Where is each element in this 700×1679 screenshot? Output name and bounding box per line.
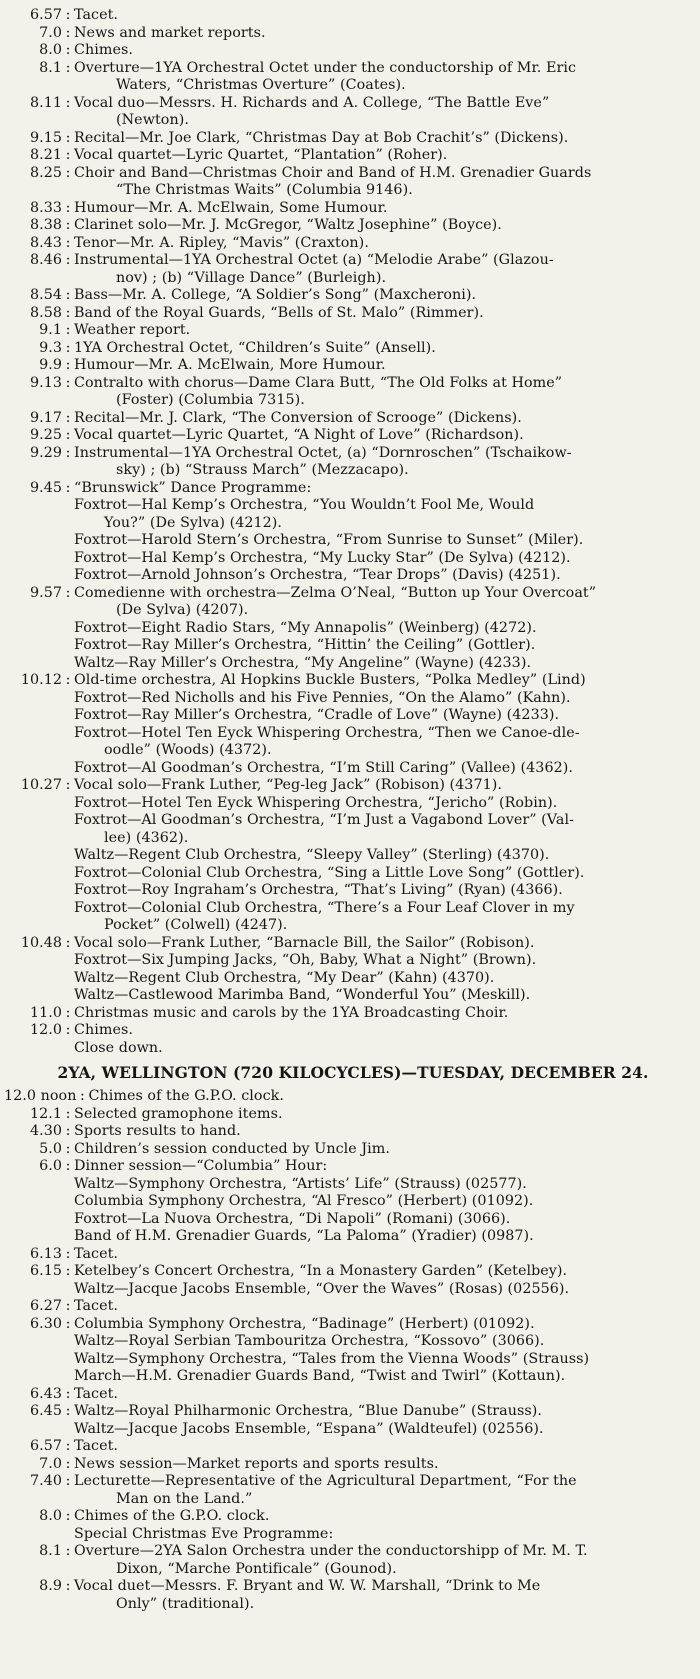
entry-time: 8.58: [29, 304, 62, 321]
programme-entry: [4, 410, 692, 428]
programme-entry: [4, 1316, 692, 1386]
entry-line: Choir and Band—Christmas Choir and Band of H.M. Grenadier Guards: [74, 164, 592, 181]
entry-time: 7.0: [39, 1455, 62, 1472]
sub-item-line: Foxtrot—La Nuova Orchestra, “Di Napoli” (Romani) (3066).: [74, 1210, 511, 1227]
programme-entry: [4, 147, 692, 165]
entry-line: Instrumental—1YA Orchestral Octet, (a) “Dornroschen” (Tschaikow-: [74, 444, 572, 461]
sub-item-line: Foxtrot—Colonial Club Orchestra, “Sing a Little Love Song” (Gottler).: [74, 864, 585, 881]
entry-line: Tacet.: [74, 1385, 119, 1402]
sub-item-line: lee) (4362).: [104, 829, 189, 846]
programme-entry: [4, 7, 692, 25]
entry-line: Columbia Symphony Orchestra, “Badinage” (Herbert) (01092).: [74, 1315, 535, 1332]
time-separator: :: [65, 1438, 71, 1454]
entry-body: [74, 1141, 692, 1159]
entry-line: Tacet.: [74, 1438, 119, 1454]
entry-line: Tenor—Mr. A. Ripley, “Mavis” (Craxton).: [74, 234, 369, 251]
programme-entry: [4, 200, 692, 218]
programme-entry: [4, 1298, 692, 1316]
entry-body: [74, 1246, 692, 1264]
entry-time: 9.57: [29, 584, 62, 601]
sub-item-line: Waltz—Symphony Orchestra, “Tales from the Vienna Woods” (Strauss): [74, 1350, 590, 1367]
entry-body: [74, 60, 692, 95]
sub-item-line: Waltz—Regent Club Orchestra, “Sleepy Valley” (Sterling) (4370).: [74, 847, 550, 863]
entry-line: Vocal duo—Messrs. H. Richards and A. College, “The Battle Eve”: [74, 94, 550, 111]
entry-line: Waters, “Christmas Overture” (Coates).: [116, 77, 406, 93]
time-separator: :: [65, 1022, 71, 1038]
sub-item-line: Foxtrot—Al Goodman’s Orchestra, “I’m Still Caring” (Vallee) (4362).: [74, 759, 573, 776]
time-separator: :: [65, 94, 71, 111]
time-separator: :: [65, 339, 71, 356]
entry-time: 9.17: [29, 409, 62, 426]
sub-item-line: Waltz—Regent Club Orchestra, “My Dear” (Kahn) (4370).: [74, 969, 495, 986]
time-separator: :: [65, 1543, 71, 1559]
entry-time: 6.0: [39, 1158, 62, 1174]
entry-body: [74, 95, 692, 130]
time-separator: :: [65, 1473, 71, 1489]
sub-item-line: Band of H.M. Grenadier Guards, “La Paloma” (Yradier) (0987).: [74, 1228, 534, 1244]
time-separator: :: [65, 1158, 71, 1174]
programme-entry: [4, 1158, 692, 1246]
entry-line: Ketelbey’s Concert Orchestra, “In a Monastery Garden” (Ketelbey).: [74, 1263, 568, 1279]
entry-line: Vocal solo—Frank Luther, “Peg-leg Jack” (Robison) (4371).: [74, 777, 502, 793]
programme-entry: [4, 1263, 692, 1298]
entry-body: [74, 1106, 692, 1124]
time-separator: :: [65, 1123, 71, 1139]
entry-body: [74, 1123, 692, 1141]
entry-body: [74, 147, 692, 165]
sub-item-line: Foxtrot—Eight Radio Stars, “My Annapolis” (Weinberg) (4272).: [74, 619, 537, 636]
entry-body: [74, 585, 692, 673]
entry-body: [74, 1005, 692, 1023]
station-heading: 2YA, WELLINGTON (720 KILOCYCLES)—TUESDAY, DECEMBER 24.: [57, 1063, 649, 1082]
entry-time: 6.57: [29, 1438, 62, 1454]
time-separator: :: [65, 479, 71, 496]
entry-line: Tacet.: [74, 1245, 119, 1262]
entry-body: [74, 200, 692, 218]
entry-line: Man on the Land.”: [116, 1490, 253, 1507]
entry-body: [74, 1543, 692, 1578]
sub-item-line: Close down.: [74, 1039, 163, 1056]
programme-entry: [4, 165, 692, 200]
time-separator: :: [65, 129, 71, 146]
entry-line: Vocal quartet—Lyric Quartet, “A Night of Love” (Richardson).: [74, 427, 524, 443]
entry-time: 8.21: [29, 147, 62, 163]
entry-time: 8.0: [39, 1508, 62, 1524]
entry-line: News session—Market reports and sports results.: [74, 1455, 439, 1472]
entry-body: [74, 445, 692, 480]
entry-time: 8.43: [29, 234, 62, 251]
programme-entry: [4, 1005, 692, 1023]
entry-line: Chimes of the G.P.O. clock.: [88, 1088, 284, 1104]
entry-line: Weather report.: [74, 322, 191, 338]
entry-time: 10.48: [20, 934, 62, 951]
entry-line: sky) ; (b) “Strauss March” (Mezzacapo).: [116, 462, 409, 478]
programme-entry: [4, 1386, 692, 1404]
time-separator: :: [65, 409, 71, 426]
entry-line: “Brunswick” Dance Programme:: [74, 479, 312, 496]
entry-body: [74, 480, 692, 585]
entry-time: 6.30: [29, 1315, 62, 1332]
entry-body: [74, 7, 692, 25]
entry-body: [74, 1438, 692, 1456]
entry-time: 9.13: [29, 374, 62, 391]
programme-entry: [4, 1403, 692, 1438]
entry-time: 9.25: [29, 427, 62, 443]
programme-entry: [4, 1022, 692, 1057]
entry-body: [74, 1386, 692, 1404]
sub-item-line: Waltz—Jacque Jacobs Ensemble, “Espana” (Waldteufel) (02556).: [74, 1420, 544, 1437]
programme-entry: [4, 1508, 692, 1543]
entry-body: [74, 357, 692, 375]
programme-entry: [4, 357, 692, 375]
entry-time: 8.46: [29, 252, 62, 268]
entry-time: 10.12: [20, 672, 62, 688]
programme-entry: [4, 480, 692, 585]
sub-item-line: Foxtrot—Red Nicholls and his Five Pennies, “On the Alamo” (Kahn).: [74, 689, 571, 706]
entry-line: Chimes.: [74, 42, 133, 58]
entry-line: 1YA Orchestral Octet, “Children’s Suite” (Ansell).: [74, 339, 436, 356]
time-separator: :: [65, 1004, 71, 1021]
entry-line: Overture—2YA Salon Orchestra under the conductorshipp of Mr. M. T.: [74, 1543, 588, 1559]
entry-body: [74, 935, 692, 1005]
entry-time: 8.1: [39, 1543, 62, 1559]
time-separator: :: [65, 287, 71, 303]
time-separator: :: [65, 374, 71, 391]
entry-time: 11.0: [29, 1004, 62, 1021]
programme-entry: [4, 585, 692, 673]
time-separator: :: [65, 777, 71, 793]
entry-time: 8.38: [29, 217, 62, 233]
entry-line: Bass—Mr. A. College, “A Soldier’s Song” (Maxcheroni).: [74, 287, 477, 303]
time-separator: :: [65, 1508, 71, 1524]
sub-item-line: Foxtrot—Six Jumping Jacks, “Oh, Baby, What a Night” (Brown).: [74, 952, 537, 968]
programme-entry: [4, 60, 692, 95]
programme-entry: [4, 217, 692, 235]
programme-entry: [4, 287, 692, 305]
sub-item-line: oodle” (Woods) (4372).: [104, 742, 272, 758]
entry-body: [74, 1578, 692, 1613]
entry-body: [74, 1316, 692, 1386]
entry-line: Lecturette—Representative of the Agricultural Department, “For the: [74, 1473, 577, 1489]
sub-item-line: Columbia Symphony Orchestra, “Al Fresco” (Herbert) (01092).: [74, 1193, 534, 1209]
programme-entry: [4, 777, 692, 935]
entry-body: [74, 1473, 692, 1508]
sub-item-line: Foxtrot—Ray Miller’s Orchestra, “Cradle of Love” (Wayne) (4233).: [74, 707, 560, 723]
sub-item-line: Foxtrot—Roy Ingraham’s Orchestra, “That’s Living” (Ryan) (4366).: [74, 882, 563, 898]
programme-entry: [4, 445, 692, 480]
entry-time: 6.15: [29, 1263, 62, 1279]
entry-line: Tacet.: [74, 7, 119, 23]
programme-entry: [4, 322, 692, 340]
entry-body: [74, 287, 692, 305]
time-separator: :: [65, 1245, 71, 1262]
entry-time: 12.0 noon: [4, 1088, 77, 1104]
entry-time: 9.29: [29, 444, 62, 461]
sub-item-line: Foxtrot—Colonial Club Orchestra, “There’s a Four Leaf Clover in my: [74, 899, 575, 916]
entry-body: [74, 1403, 692, 1438]
time-separator: :: [65, 444, 71, 461]
time-separator: :: [65, 1263, 71, 1279]
entry-time: 8.33: [29, 199, 62, 216]
programme-entry: [4, 235, 692, 253]
programme-entry: [4, 672, 692, 777]
programme-entry: [4, 340, 692, 358]
time-separator: :: [65, 427, 71, 443]
entry-line: Recital—Mr. J. Clark, “The Conversion of Scrooge” (Dickens).: [74, 409, 522, 426]
entry-body: [88, 1088, 692, 1106]
entry-time: 6.13: [29, 1245, 62, 1262]
sub-item-line: Special Christmas Eve Programme:: [74, 1525, 334, 1542]
entry-line: Vocal solo—Frank Luther, “Barnacle Bill, the Sailor” (Robison).: [74, 934, 535, 951]
programme-entry: [4, 1106, 692, 1124]
entry-time: 6.27: [29, 1298, 62, 1314]
entry-time: 12.1: [29, 1105, 62, 1122]
sub-item-line: Foxtrot—Al Goodman’s Orchestra, “I’m Just a Vagabond Lover” (Val-: [74, 812, 574, 828]
programme-section-2ya: [4, 1088, 692, 1613]
entry-line: Only” (traditional).: [116, 1595, 255, 1612]
entry-line: Sports results to hand.: [74, 1123, 241, 1139]
time-separator: :: [65, 1315, 71, 1332]
entry-body: [74, 777, 692, 935]
entry-line: Comedienne with orchestra—Zelma O’Neal, “Button up Your Overcoat”: [74, 584, 597, 601]
sub-item-line: Waltz—Jacque Jacobs Ensemble, “Over the Waves” (Rosas) (02556).: [74, 1280, 570, 1297]
entry-body: [74, 410, 692, 428]
sub-item-line: Waltz—Symphony Orchestra, “Artists’ Life” (Strauss) (02577).: [74, 1175, 527, 1192]
entry-body: [74, 375, 692, 410]
entry-body: [74, 1263, 692, 1298]
entry-line: Chimes of the G.P.O. clock.: [74, 1508, 270, 1524]
time-separator: :: [65, 357, 71, 373]
entry-time: 8.1: [39, 59, 62, 76]
sub-item-line: Foxtrot—Hal Kemp’s Orchestra, “My Lucky Star” (De Sylva) (4212).: [74, 549, 571, 566]
programme-entry: [4, 427, 692, 445]
entry-body: [74, 672, 692, 777]
entry-time: 12.0: [29, 1022, 62, 1038]
time-separator: :: [65, 24, 71, 41]
programme-entry: [4, 375, 692, 410]
entry-line: nov) ; (b) “Village Dance” (Burleigh).: [116, 269, 387, 286]
entry-body: [74, 305, 692, 323]
sub-item-line: Foxtrot—Hotel Ten Eyck Whispering Orchestra, “Jericho” (Robin).: [74, 794, 558, 811]
programme-entry: [4, 305, 692, 323]
entry-body: [74, 130, 692, 148]
time-separator: :: [65, 164, 71, 181]
time-separator: :: [65, 1455, 71, 1472]
entry-body: [74, 235, 692, 253]
time-separator: :: [65, 1578, 71, 1594]
programme-entry: [4, 1088, 692, 1106]
entry-line: (Foster) (Columbia 7315).: [116, 392, 305, 408]
time-separator: :: [65, 252, 71, 268]
entry-time: 8.0: [39, 42, 62, 58]
entry-time: 8.25: [29, 164, 62, 181]
entry-line: Vocal duet—Messrs. F. Bryant and W. W. Marshall, “Drink to Me: [74, 1578, 541, 1594]
time-separator: :: [80, 1088, 85, 1104]
time-separator: :: [65, 7, 71, 23]
entry-line: Humour—Mr. A. McElwain, Some Humour.: [74, 199, 388, 216]
entry-time: 7.0: [39, 24, 62, 41]
entry-line: Selected gramophone items.: [74, 1105, 283, 1122]
entry-line: Vocal quartet—Lyric Quartet, “Plantation” (Roher).: [74, 147, 448, 163]
entry-time: 9.15: [29, 129, 62, 146]
entry-line: “The Christmas Waits” (Columbia 9146).: [116, 182, 413, 198]
programme-entry: [4, 1578, 692, 1613]
entry-line: News and market reports.: [74, 24, 266, 41]
sub-item-line: You?” (De Sylva) (4212).: [104, 514, 283, 531]
time-separator: :: [65, 584, 71, 601]
time-separator: :: [65, 322, 71, 338]
entry-time: 9.1: [39, 322, 62, 338]
entry-line: Overture—1YA Orchestral Octet under the conductorship of Mr. Eric: [74, 59, 577, 76]
entry-line: Contralto with chorus—Dame Clara Butt, “The Old Folks at Home”: [74, 374, 563, 391]
programme-entry: [4, 1123, 692, 1141]
programme-entry: [4, 25, 692, 43]
entry-line: Waltz—Royal Philharmonic Orchestra, “Blue Danube” (Strauss).: [74, 1403, 542, 1419]
programme-entry: [4, 42, 692, 60]
entry-time: 8.54: [29, 287, 62, 303]
entry-time: 9.3: [39, 339, 62, 356]
entry-time: 8.9: [39, 1578, 62, 1594]
entry-time: 6.57: [29, 7, 62, 23]
entry-time: 9.9: [39, 357, 62, 373]
time-separator: :: [65, 147, 71, 163]
time-separator: :: [65, 934, 71, 951]
entry-body: [74, 340, 692, 358]
time-separator: :: [65, 1140, 71, 1157]
entry-body: [74, 1456, 692, 1474]
sub-item-line: March—H.M. Grenadier Guards Band, “Twist and Twirl” (Kottaun).: [74, 1368, 566, 1384]
programme-entry: [4, 1473, 692, 1508]
entry-time: 6.43: [29, 1385, 62, 1402]
entry-body: [74, 42, 692, 60]
sub-item-line: Waltz—Ray Miller’s Orchestra, “My Angeline” (Wayne) (4233).: [74, 654, 532, 671]
entry-body: [74, 165, 692, 200]
entry-line: Clarinet solo—Mr. J. McGregor, “Waltz Josephine” (Boyce).: [74, 217, 502, 233]
entry-line: Dinner session—“Columbia” Hour:: [74, 1158, 328, 1174]
sub-item-line: Pocket” (Colwell) (4247).: [104, 917, 288, 933]
time-separator: :: [65, 217, 71, 233]
entry-body: [74, 1508, 692, 1543]
entry-line: Humour—Mr. A. McElwain, More Humour.: [74, 357, 386, 373]
programme-entry: [4, 935, 692, 1005]
entry-time: 9.45: [29, 479, 62, 496]
sub-item-line: Foxtrot—Harold Stern’s Orchestra, “From Sunrise to Sunset” (Miler).: [74, 532, 584, 548]
programme-entry: [4, 1456, 692, 1474]
time-separator: :: [65, 304, 71, 321]
sub-item-line: Foxtrot—Hotel Ten Eyck Whispering Orchestra, “Then we Canoe-dle-: [74, 724, 580, 741]
entry-body: [74, 1298, 692, 1316]
time-separator: :: [65, 1105, 71, 1122]
sub-item-line: Waltz—Royal Serbian Tambouritza Orchestra, “Kossovo” (3066).: [74, 1333, 545, 1349]
entry-line: Instrumental—1YA Orchestral Octet (a) “Melodie Arabe” (Glazou-: [74, 252, 554, 268]
entry-line: Recital—Mr. Joe Clark, “Christmas Day at Bob Crachit’s” (Dickens).: [74, 129, 569, 146]
programme-entry: [4, 1141, 692, 1159]
time-separator: :: [65, 59, 71, 76]
entry-line: Christmas music and carols by the 1YA Broadcasting Choir.: [74, 1004, 509, 1021]
entry-line: Band of the Royal Guards, “Bells of St. Malo” (Rimmer).: [74, 304, 484, 321]
time-separator: :: [65, 234, 71, 251]
entry-body: [74, 217, 692, 235]
programme-entry: [4, 1438, 692, 1456]
entry-body: [74, 322, 692, 340]
entry-time: 4.30: [29, 1123, 62, 1139]
programme-entry: [4, 1246, 692, 1264]
entry-body: [74, 1022, 692, 1057]
entry-time: 5.0: [39, 1140, 62, 1157]
programme-entry: [4, 252, 692, 287]
entry-time: 10.27: [20, 777, 62, 793]
time-separator: :: [65, 1298, 71, 1314]
sub-item-line: Waltz—Castlewood Marimba Band, “Wonderful You” (Meskill).: [74, 987, 531, 1003]
programme-entry: [4, 95, 692, 130]
entry-time: 6.45: [29, 1403, 62, 1419]
entry-line: (Newton).: [116, 112, 189, 128]
entry-line: Children’s session conducted by Uncle Jim.: [74, 1140, 390, 1157]
entry-body: [74, 1158, 692, 1246]
entry-body: [74, 252, 692, 287]
entry-line: Chimes.: [74, 1022, 133, 1038]
entry-line: Dixon, “Marche Pontificale” (Gounod).: [116, 1560, 397, 1577]
entry-line: Tacet.: [74, 1298, 119, 1314]
entry-time: 8.11: [29, 94, 62, 111]
sub-item-line: Foxtrot—Arnold Johnson’s Orchestra, “Tear Drops” (Davis) (4251).: [74, 567, 561, 583]
programme-entry: [4, 130, 692, 148]
entry-line: (De Sylva) (4207).: [116, 602, 249, 618]
entry-body: [74, 25, 692, 43]
time-separator: :: [65, 1385, 71, 1402]
programme-entry: [4, 1543, 692, 1578]
entry-time: 7.40: [29, 1473, 62, 1489]
sub-item-line: Foxtrot—Hal Kemp’s Orchestra, “You Wouldn’t Fool Me, Would: [74, 497, 535, 513]
entry-body: [74, 427, 692, 445]
time-separator: :: [65, 1403, 71, 1419]
sub-item-line: Foxtrot—Ray Miller’s Orchestra, “Hittin’ the Ceiling” (Gottler).: [74, 637, 536, 653]
entry-line: Old-time orchestra, Al Hopkins Buckle Busters, “Polka Medley” (Lind): [74, 672, 586, 688]
time-separator: :: [65, 199, 71, 216]
programme-section-1yb: [4, 7, 692, 1057]
time-separator: :: [65, 672, 71, 688]
time-separator: :: [65, 42, 71, 58]
